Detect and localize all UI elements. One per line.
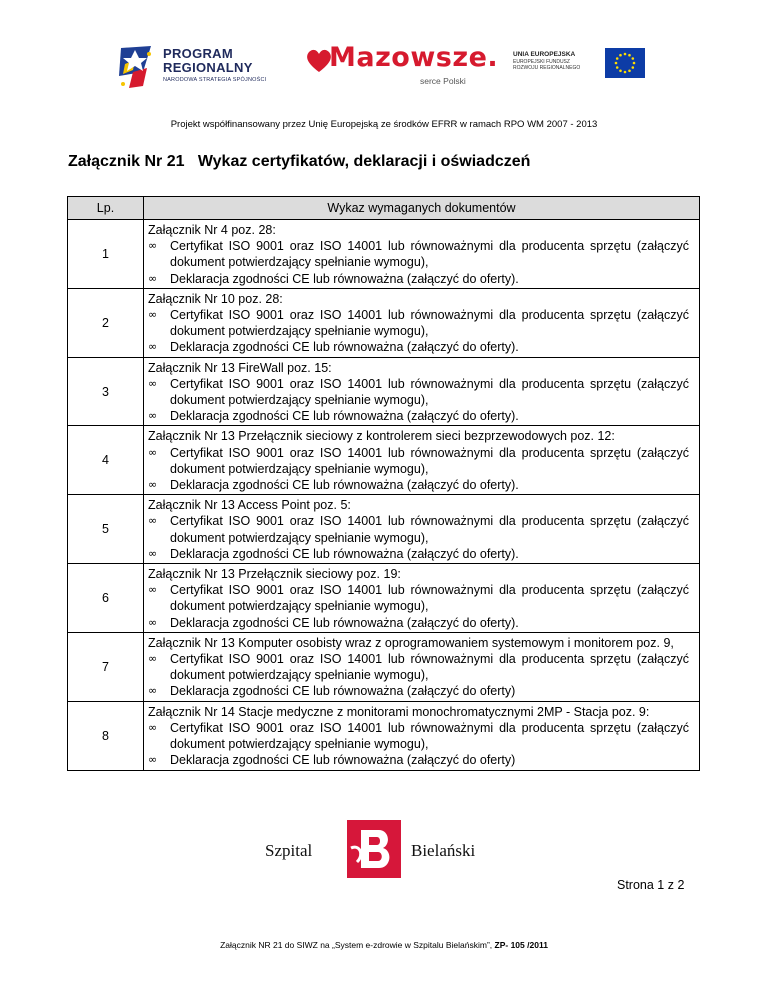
eu-title: UNIA EUROPEJSKA: [513, 51, 576, 58]
bullet-text: Certyfikat ISO 9001 oraz ISO 14001 lub równoważnymi dla producenta sprzętu (załączyć dokument potwierdzający spełnianie wymogu),: [170, 583, 689, 614]
bullet-symbol: ∞: [148, 753, 158, 767]
bullet-symbol: ∞: [148, 720, 158, 734]
bullet-item-declaration: [148, 683, 689, 699]
header-logos: [0, 38, 768, 94]
eu-flag-icon: [605, 48, 645, 78]
bullet-text: Deklaracja zgodności CE lub równoważna (załączyć do oferty).: [170, 546, 519, 561]
footer-reference: [0, 940, 768, 950]
bullet-item-declaration: [148, 271, 689, 287]
bullet-symbol: ∞: [148, 615, 158, 629]
eu-line2: ROZWOJU REGIONALNEGO: [513, 65, 581, 72]
bullet-symbol: ∞: [148, 376, 158, 390]
bullet-text: Certyfikat ISO 9001 oraz ISO 14001 lub równoważnymi dla producenta sprzętu (załączyć dokument potwierdzający spełnianie wymogu),: [170, 445, 689, 476]
certificates-table: [67, 196, 700, 771]
bullet-item-certificate: [148, 582, 689, 614]
table-row: [68, 220, 700, 289]
bullet-symbol: ∞: [148, 271, 158, 285]
bullet-symbol: ∞: [148, 546, 158, 560]
row-number: 5: [68, 495, 144, 564]
table-row: [68, 288, 700, 357]
eu-line1: EUROPEJSKI FUNDUSZ: [513, 59, 570, 65]
row-content: [144, 564, 700, 633]
row-content: [144, 288, 700, 357]
row-content: [144, 632, 700, 701]
bullet-item-certificate: [148, 238, 689, 270]
program-star-icon: [113, 42, 159, 92]
table-row: [68, 426, 700, 495]
bullet-item-declaration: [148, 408, 689, 424]
program-title-line2: REGIONALNY: [163, 60, 253, 75]
bullet-symbol: ∞: [148, 340, 158, 354]
table-header-row: [68, 197, 700, 220]
row-number: 1: [68, 220, 144, 289]
hospital-name-right: Bielański: [411, 841, 476, 860]
program-title-line1: PROGRAM: [163, 46, 233, 61]
bullet-text: Certyfikat ISO 9001 oraz ISO 14001 lub równoważnymi dla producenta sprzętu (załączyć dokument potwierdzający spełnianie wymogu),: [170, 720, 689, 752]
bullet-symbol: ∞: [148, 239, 158, 253]
bullet-symbol: ∞: [148, 652, 158, 666]
row-content: [144, 495, 700, 564]
page-number: Strona 1 z 2: [617, 878, 685, 892]
table-row: [68, 701, 700, 770]
row-content: [144, 357, 700, 426]
eu-logo: [513, 48, 648, 88]
bullet-item-declaration: [148, 615, 689, 631]
footer-text: Załącznik NR 21 do SIWZ na „System e-zdrowie w Szpitalu Bielańskim”,: [220, 940, 493, 950]
program-subtitle: NARODOWA STRATEGIA SPÓJNOŚCI: [163, 77, 267, 83]
row-heading: Załącznik Nr 10 poz. 28:: [148, 291, 283, 306]
row-heading: Załącznik Nr 13 Access Point poz. 5:: [148, 498, 351, 513]
row-number: 2: [68, 288, 144, 357]
bullet-symbol: ∞: [148, 409, 158, 423]
bullet-item-certificate: [148, 720, 689, 752]
bullet-text: Deklaracja zgodności CE lub równoważna (załączyć do oferty): [170, 753, 516, 768]
project-funding-line: Projekt współfinansowany przez Unię Europejską ze środków EFRR w ramach RPO WM 2007 - 2013: [170, 119, 598, 130]
document-title: Załącznik Nr 21 Wykaz certyfikatów, deklaracji i oświadczeń: [68, 153, 531, 170]
bullet-symbol: ∞: [148, 684, 158, 698]
bullet-text: Deklaracja zgodności CE lub równoważna (załączyć do oferty).: [170, 615, 519, 630]
row-heading: Załącznik Nr 13 Przełącznik sieciowy poz. 19:: [148, 567, 401, 582]
bullet-text: Deklaracja zgodności CE lub równoważna (załączyć do oferty).: [170, 271, 519, 286]
row-number: 6: [68, 564, 144, 633]
mazowsze-logo: [305, 40, 499, 94]
szpital-bielanski-logo: [265, 818, 505, 880]
bullet-symbol: ∞: [148, 445, 158, 459]
bullet-item-certificate: [148, 445, 689, 477]
bullet-text: Deklaracja zgodności CE lub równoważna (załączyć do oferty).: [170, 409, 519, 424]
bullet-text: Certyfikat ISO 9001 oraz ISO 14001 lub równoważnymi dla producenta sprzętu (załączyć dokument potwierdzający spełnianie wymogu),: [170, 376, 689, 408]
program-regionalny-logo: [113, 42, 293, 92]
row-content: [144, 220, 700, 289]
bullet-item-declaration: [148, 339, 689, 355]
bullet-item-certificate: [148, 376, 689, 408]
bullet-text: Certyfikat ISO 9001 oraz ISO 14001 lub równoważnymi dla producenta sprzętu (załączyć dokument potwierdzający spełnianie wymogu),: [170, 308, 689, 339]
bullet-text: Deklaracja zgodności CE lub równoważna (załączyć do oferty): [170, 684, 516, 699]
table-row: [68, 564, 700, 633]
bullet-text: Deklaracja zgodności CE lub równoważna (załączyć do oferty).: [170, 340, 519, 355]
bullet-text: Certyfikat ISO 9001 oraz ISO 14001 lub równoważnymi dla producenta sprzętu (załączyć dokument potwierdzający spełnianie wymogu),: [170, 239, 689, 270]
bullet-item-declaration: [148, 752, 689, 768]
mazowsze-tagline: serce Polski: [420, 76, 466, 86]
row-heading: Załącznik Nr 4 poz. 28:: [148, 223, 276, 237]
row-number: 8: [68, 701, 144, 770]
row-heading: Załącznik Nr 13 Przełącznik sieciowy z kontrolerem sieci bezprzewodowych poz. 12:: [148, 429, 615, 444]
bullet-text: Certyfikat ISO 9001 oraz ISO 14001 lub równoważnymi dla producenta sprzętu (załączyć dokument potwierdzający spełnianie wymogu),: [170, 514, 689, 545]
bullet-symbol: ∞: [148, 514, 158, 528]
bullet-text: Certyfikat ISO 9001 oraz ISO 14001 lub równoważnymi dla producenta sprzętu (załączyć dokument potwierdzający spełnianie wymogu),: [170, 652, 689, 683]
bullet-symbol: ∞: [148, 308, 158, 322]
table-row: [68, 632, 700, 701]
row-heading: Załącznik Nr 13 Komputer osobisty wraz z oprogramowaniem systemowym i monitorem poz. 9,: [148, 635, 674, 650]
row-heading: Załącznik Nr 14 Stacje medyczne z monitorami monochromatycznymi 2MP - Stacja poz. 9:: [148, 704, 650, 719]
table-row: [68, 495, 700, 564]
bullet-text: Deklaracja zgodności CE lub równoważna (załączyć do oferty).: [170, 478, 519, 493]
bullet-symbol: ∞: [148, 583, 158, 597]
bullet-item-certificate: [148, 307, 689, 339]
row-number: 7: [68, 632, 144, 701]
row-number: 4: [68, 426, 144, 495]
bullet-item-declaration: [148, 546, 689, 562]
footer-code: ZP- 105 /2011: [494, 940, 548, 950]
bullet-item-certificate: [148, 651, 689, 683]
table-row: [68, 357, 700, 426]
bullet-item-certificate: [148, 513, 689, 545]
column-header-lp: Lp.: [68, 197, 144, 220]
hospital-b-mark-icon: [345, 818, 403, 880]
bullet-symbol: ∞: [148, 478, 158, 492]
bullet-item-declaration: [148, 477, 689, 493]
hospital-name-left: Szpital: [265, 841, 313, 860]
row-content: [144, 701, 700, 770]
mazowsze-wordmark: Mazowsze.: [329, 42, 499, 73]
row-number: 3: [68, 357, 144, 426]
row-heading: Załącznik Nr 13 FireWall poz. 15:: [148, 360, 332, 375]
row-content: [144, 426, 700, 495]
column-header-documents: Wykaz wymaganych dokumentów: [144, 197, 700, 220]
